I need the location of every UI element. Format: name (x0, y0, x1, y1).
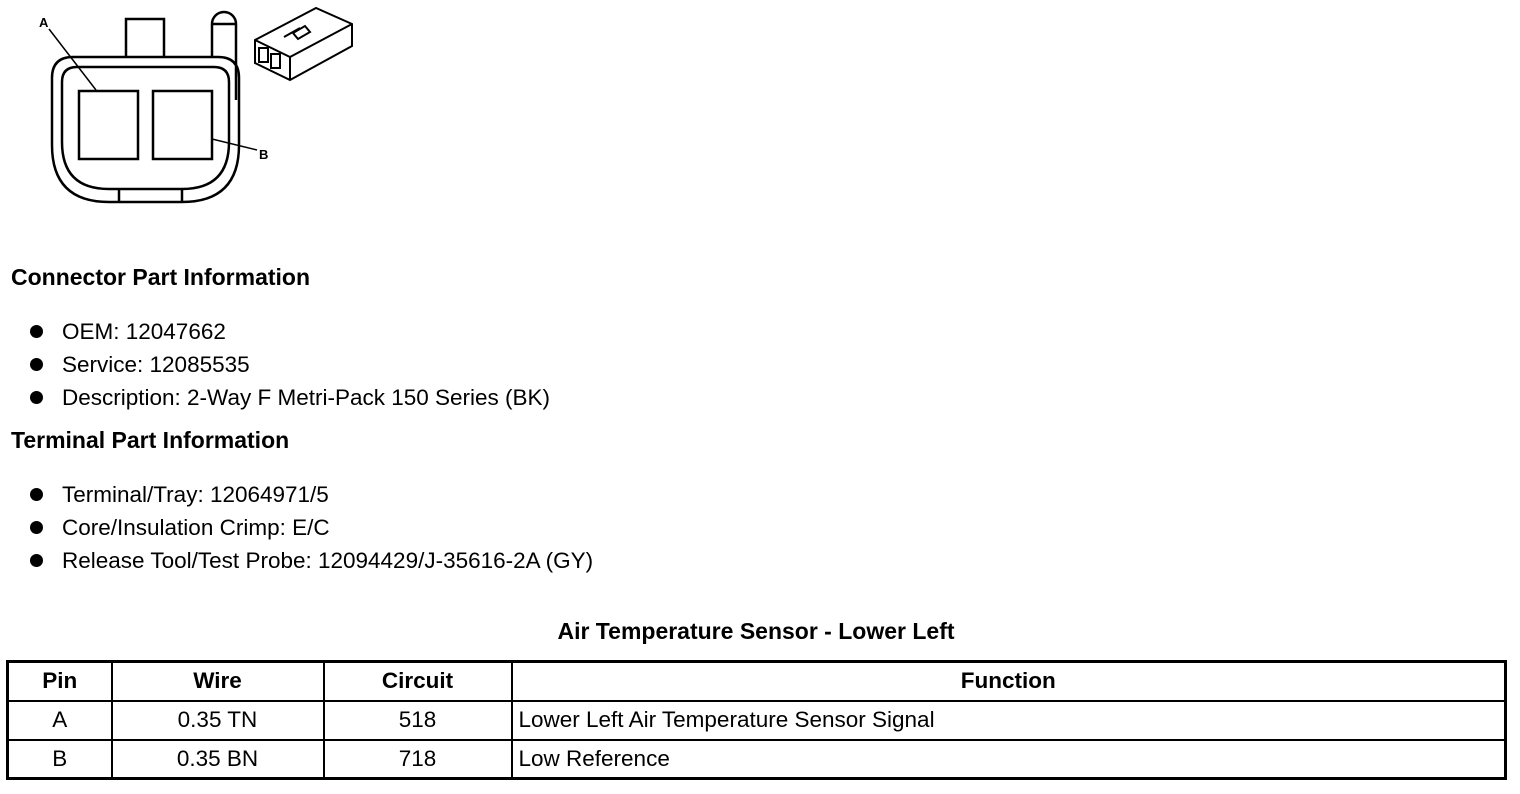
list-item-text: Terminal/Tray: 12064971/5 (62, 482, 329, 507)
bullet-icon (30, 391, 43, 404)
cell-pin: A (8, 701, 112, 740)
terminal-info-list (28, 478, 593, 577)
table-header-row (8, 662, 1506, 701)
bullet-icon (30, 488, 43, 501)
list-item-text: Description: 2-Way F Metri-Pack 150 Series (BK) (62, 385, 551, 410)
pin-label-b: B (259, 147, 269, 162)
terminal-info-heading: Terminal Part Information (11, 427, 290, 453)
cavity-b (153, 91, 212, 159)
table-row (8, 740, 1506, 779)
table-row (8, 701, 1506, 740)
bullet-icon (30, 358, 43, 371)
connector-info-list (28, 315, 550, 414)
cell-pin: B (8, 740, 112, 779)
connector-housing-inner (62, 67, 229, 189)
cell-function: Lower Left Air Temperature Sensor Signal (512, 701, 1506, 740)
bullet-icon (30, 554, 43, 567)
connector-diagram (0, 0, 380, 215)
cavity-a (79, 91, 138, 159)
connector-3d-view (255, 8, 352, 80)
list-item (28, 478, 593, 511)
pin-label-a: A (39, 15, 49, 30)
cell-wire: 0.35 TN (112, 701, 324, 740)
list-item (28, 315, 550, 348)
cell-circuit: 718 (324, 740, 512, 779)
list-item (28, 381, 550, 414)
bullet-icon (30, 521, 43, 534)
header-wire: Wire (112, 662, 324, 701)
header-circuit: Circuit (324, 662, 512, 701)
list-item (28, 511, 593, 544)
cell-circuit: 518 (324, 701, 512, 740)
pin-table (6, 660, 1507, 780)
list-item-text: Service: 12085535 (62, 352, 250, 377)
list-item-text: Release Tool/Test Probe: 12094429/J-35616-2A (GY) (62, 548, 594, 573)
list-item-text: OEM: 12047662 (62, 319, 226, 344)
table-title: Air Temperature Sensor - Lower Left (557, 618, 955, 644)
cell-function: Low Reference (512, 740, 1506, 779)
list-item (28, 544, 593, 577)
list-item (28, 348, 550, 381)
header-function: Function (512, 662, 1506, 701)
list-item-text: Core/Insulation Crimp: E/C (62, 515, 330, 540)
connector-latch-tab (126, 19, 164, 57)
header-pin: Pin (8, 662, 112, 701)
connector-info-heading: Connector Part Information (11, 264, 311, 290)
cell-wire: 0.35 BN (112, 740, 324, 779)
bullet-icon (30, 325, 43, 338)
